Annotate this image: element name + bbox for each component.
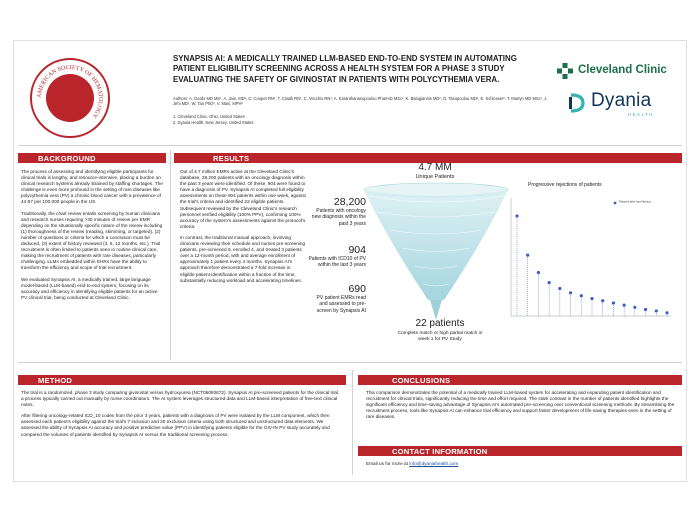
funnel-top-value: 4.7 MM [418,162,452,173]
column-divider [352,370,353,475]
dyania-logo [567,90,677,120]
background-heading: BACKGROUND [38,154,96,163]
results-body [180,169,306,289]
column-divider [170,150,171,360]
funnel-stat-label: PV patient EMRs read and assessed to pre-screen by Synapsis AI [316,295,366,314]
chart-point [644,308,647,311]
affiliation-2: 2. Dyania Health, New Jersey, United States [173,120,254,125]
chart-point [548,281,551,284]
funnel-top-label: Unique Patients [415,174,455,180]
chart-point [665,311,668,314]
funnel-body [364,190,508,300]
chart-point [612,301,615,304]
cleveland-clinic-logo [557,63,677,81]
ash-emblem [46,74,94,122]
chart-legend: Patients after fact filtering [619,199,651,204]
affiliations [173,114,473,126]
ash-ring-text: AMERICAN SOCIETY OF HEMATOLOGY [36,64,104,119]
chart-point [623,304,626,307]
chart-title: Progressive rejections of patients [528,182,602,188]
method-heading: METHOD [38,376,73,385]
cleveland-clinic-name: Cleveland Clinic [578,64,667,76]
ash-logo [30,58,110,138]
method-paragraph: The trial is a randomized, phase 3 study comparing givinostat versus hydroxyurea (NCT06093672). Synapsis AI pre-screened patients for the clinical trial, a process typically carried out manually by nurse coordinators. The AI system leverages structured data and LLM-based interpretation of free-text clinical notes. [21,390,340,408]
chart-point [580,294,583,297]
dyania-mark-icon [567,92,587,114]
funnel-stat-label: Patients with oncology new diagnosis within the past 3 years [311,208,366,227]
chart-point [590,297,593,300]
funnel-stat-label: Patients with ICD10 of PV within the last 3 years [308,256,366,269]
funnel-stat-value: 904 [348,244,366,256]
affiliation-1: 1. Cleveland Clinic, Ohio, United States [173,114,245,119]
chart-points [515,214,668,316]
contact-prefix: Email us for more at [366,461,410,466]
chart-point [569,291,572,294]
conclusions-body: This comparison demonstrates the potential of a medically trained LLM-based system for accelerating and expanding patient identification and recruitment for clinical trials, significantly reducing the time and effort required. The stark contrast in the number of patients identified highlights the significant efficiency and time-saving advantage of Synapsis AI's automated pre-screening over conventional screening methods. By streamlining the recruitment process, tools like Synapsis AI can enhance trial efficiency and support faster development of life-saving therapies even in the setting of rare diseases. [366,390,675,420]
method-body [21,390,341,443]
results-paragraph: Out of 4.7 million EMRs active at the Cleveland Clinic's database, 28,200 patients with an oncology diagnosis within the past 3 years were identified. Of these, 904 were found to have a diagnosis of PV. Synapsis AI completed full eligibility assessments on these 904 patients within one week, against the trial's criteria and identified 22 eligible patients. Subsequent reviewed by the Cleveland Clinic's research personnel verified eligibility (100% PPV), confirming 100% accuracy of the system's assessments against the protocol's criteria. [180,169,306,229]
contact-email-link[interactable]: info@dyaniahealth.com [409,461,459,466]
row-divider [18,362,682,363]
results-heading: RESULTS [213,154,250,163]
header-divider [18,145,682,146]
conclusions-heading: CONCLUSIONS [392,376,451,385]
cleveland-clinic-mark-icon [557,63,573,79]
background-paragraph: We evaluated Synapsis AI, a medically trained, large language model-based (LLM-based) end-to-end system, focusing on its accuracy and efficiency in identifying eligible patients for an active PV clinical trial, being conducted at Cleveland Clinic. [21,276,158,300]
dyania-name: Dyania [591,90,652,111]
chart-point [633,306,636,309]
funnel-bottom [395,318,485,343]
funnel-spout [430,300,442,320]
background-paragraph: Traditionally, the chart review entails screening by human clinicians and research nurses requiring >30 minutes of review per EMR depending on the situationally specific nature of the review including (1) thoroughness of the review (reading, skimming, or targeted), (2) number of questions or criteria for which a conclusion must be deduced, (3) extent of history reviewed (3, 6, 12 months, etc.). Trial recruitment is often limited to patients seen in routine clinical care, making the recruitment of patients with rare diseases, particularly challenging. LLMs embedded within EHRs have the ability to transform the efficiency and scope of trial recruitment. [21,210,163,271]
chart-point [558,287,561,290]
method-paragraph: After filtering oncology-related ICD_10 codes from the prior 3 years, patients with a diagnosis of PV were isolated by the LLM component, which then assessed each patient's eligibility against the trial's 7 inclusion and 20 exclusion criteria using both structured and unstructured data elements. We assessed the ability of Synapsis AI accuracy and positive predictive value (PPV) in identifying patients eligible for the GIV-IN PV study accurately and compared the volumes of patients identified by Synapsis AI versus the traditional screening process. [21,413,330,437]
legend-marker [614,202,617,205]
results-paragraph: In contrast, the traditional manual approach, involving clinicians reviewing their schedule and nurses pre-screening patients, pre-screened 9, enrolled 4, and treated 3 patients over a 12-month period, with and average enrollment of approximately 1 patient every 4 months. Synapsis AI's approach therefore demonstrated a 7-fold increase in eligible patient identification within a fraction of the time, substantially reducing workload and accelerating timelines. [180,234,306,283]
contact-body [366,461,666,467]
chart-point [601,299,604,302]
background-body [21,169,164,306]
rejection-chart [503,192,675,332]
funnel-stat-value: 28,200 [333,196,366,208]
authors: Authors: A. Gerds MD MS¹, A. Jain, MD², C. Cooper RN¹, T. Cinalli RN¹, C. Vecchio RN¹, A. Karanthanasopoulou PharmD MSc², K. Balogiannis MD², O. Tasopoulou MD², E. Schlosser², T. Martyn MD MSc¹, J. Jehi MD¹, W. Tan PhD², V. Mavi, MPH² [173,96,548,107]
chart-point [655,309,658,312]
chart-point [526,254,529,257]
background-paragraph: The process of assessing and identifying eligible participants for clinical trials is lengthy, and resource-intensive, placing a burden on clinical research systems already strained by staffing shortages. The challenge is even more profound in the setting of rare diseases like polycythemia vera (PV) a chronic blood cancer with a prevalence of 44-57 per 100,000 people in the US. [21,169,163,205]
chart-point [537,271,540,274]
poster-title: SYNAPSIS AI: A MEDICALLY TRAINED LLM-BASED END-TO-END SYSTEM IN AUTOMATING PATIENT ELIGIBILITY SCREENING ACROSS A HEALTH SYSTEM FOR A PHASE 3 STUDY EVALUATING THE SAFETY OF GIVINOSTAT IN PATIENTS WITH POLYCYTHEMIA VERA. [173,54,517,84]
funnel-bottom-value: 22 patients [415,318,465,329]
contact-heading: CONTACT INFORMATION [392,447,488,456]
funnel-bottom-label: Complete match or high partial match in week 1 for PV Study [397,331,483,342]
dyania-sub: HEALTH [628,112,654,117]
funnel-top [395,162,475,180]
chart-point [515,214,518,217]
funnel-stat-value: 690 [348,283,366,295]
